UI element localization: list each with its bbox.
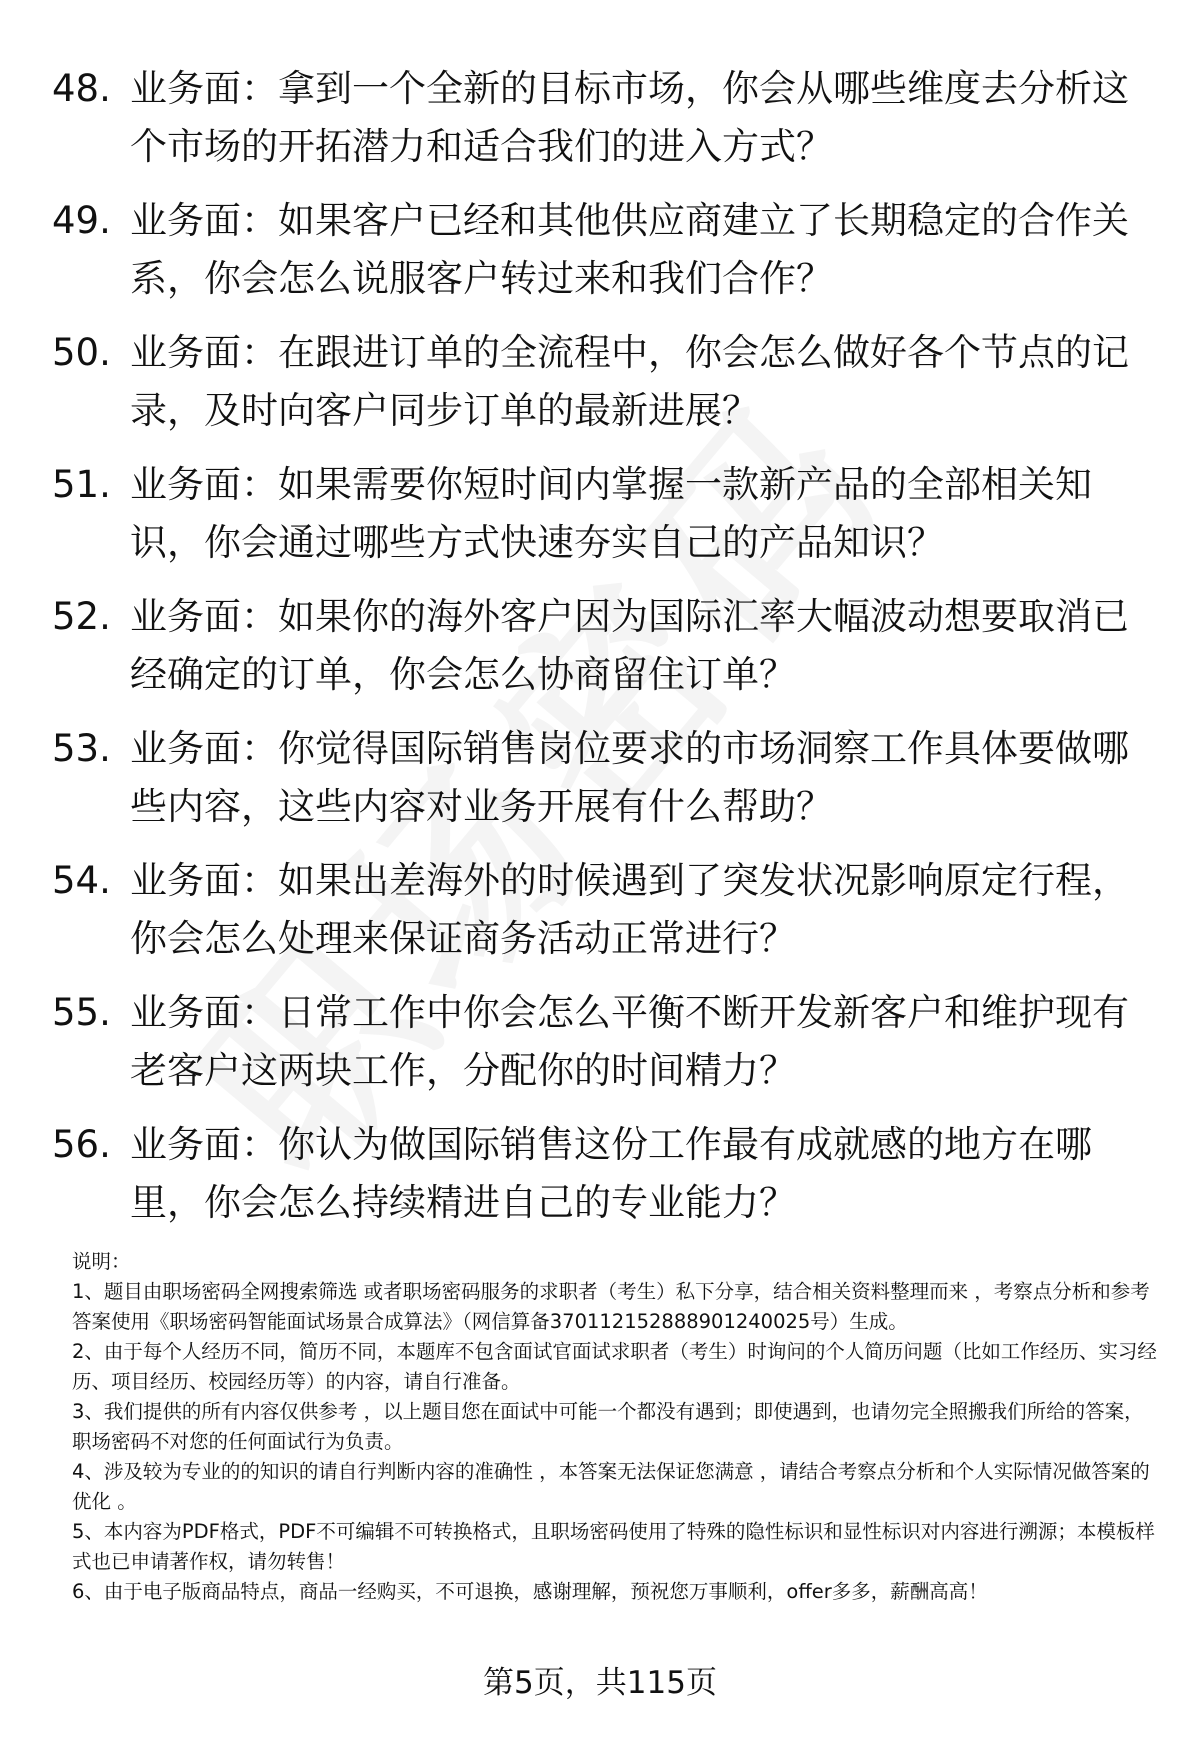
question-text: 业务面：日常工作中你会怎么平衡不断开发新客户和维护现有老客户这两块工作，分配你的时间精力？ — [130, 991, 1129, 1092]
note-item: 2、由于每个人经历不同，简历不同，本题库不包含面试官面试求职者（考生）时询问的个人简历问题（比如工作经历、实习经历、项目经历、校园经历等）的内容，请自行准备。 — [72, 1340, 1157, 1393]
question-item — [52, 60, 1152, 176]
question-text: 业务面：如果出差海外的时候遇到了突发状况影响原定行程，你会怎么处理来保证商务活动正常进行？ — [130, 859, 1129, 960]
question-text: 业务面：如果你的海外客户因为国际汇率大幅波动想要取消已经确定的订单，你会怎么协商留住订单？ — [130, 595, 1129, 696]
question-item — [52, 852, 1152, 968]
question-number: 51. — [52, 463, 111, 506]
question-number: 48. — [52, 67, 111, 110]
note-item: 5、本内容为PDF格式，PDF不可编辑不可转换格式，且职场密码使用了特殊的隐性标识和显性标识对内容进行溯源；本模板样式也已申请著作权，请勿转售！ — [72, 1520, 1155, 1573]
question-number: 55. — [52, 991, 111, 1034]
question-number: 52. — [52, 595, 111, 638]
question-item — [52, 720, 1152, 836]
question-text: 业务面：如果需要你短时间内掌握一款新产品的全部相关知识，你会通过哪些方式快速夯实自己的产品知识？ — [130, 463, 1092, 564]
question-item — [52, 984, 1152, 1100]
question-item — [52, 192, 1152, 308]
question-item — [52, 1116, 1152, 1232]
question-number: 56. — [52, 1123, 111, 1166]
question-text: 业务面：在跟进订单的全流程中，你会怎么做好各个节点的记录，及时向客户同步订单的最新进展？ — [130, 331, 1129, 432]
question-number: 54. — [52, 859, 111, 902]
question-text: 业务面：如果客户已经和其他供应商建立了长期稳定的合作关系，你会怎么说服客户转过来和我们合作？ — [130, 199, 1129, 300]
question-number: 53. — [52, 727, 111, 770]
question-number: 50. — [52, 331, 111, 374]
note-item: 6、由于电子版商品特点，商品一经购买，不可退换，感谢理解，预祝您万事顺利，offer多多，薪酬高高！ — [72, 1580, 988, 1603]
question-text: 业务面：拿到一个全新的目标市场，你会从哪些维度去分析这个市场的开拓潜力和适合我们的进入方式？ — [130, 67, 1129, 168]
question-text: 业务面：你觉得国际销售岗位要求的市场洞察工作具体要做哪些内容，这些内容对业务开展有什么帮助？ — [130, 727, 1129, 828]
note-item: 4、涉及较为专业的的知识的请自行判断内容的准确性 ，本答案无法保证您满意 ，请结合考察点分析和个人实际情况做答案的优化 。 — [72, 1460, 1150, 1513]
question-number: 49. — [52, 199, 111, 242]
page-number-footer: 第5页，共115页 — [483, 1665, 717, 1701]
question-item — [52, 588, 1152, 704]
note-item: 3、我们提供的所有内容仅供参考 ，以上题目您在面试中可能一个都没有遇到；即使遇到，也请勿完全照搬我们所给的答案，职场密码不对您的任何面试行为负责。 — [72, 1400, 1144, 1453]
question-item — [52, 456, 1152, 572]
notes-heading: 说明： — [72, 1250, 131, 1273]
note-item: 1、题目由职场密码全网搜索筛选 或者职场密码服务的求职者（考生）私下分享，结合相关资料整理而来 ，考察点分析和参考答案使用《职场密码智能面试场景合成算法》（网信算备370112152888901240025号）生成。 — [72, 1280, 1150, 1333]
question-item — [52, 324, 1152, 440]
notes-section — [72, 1247, 1162, 1607]
question-text: 业务面：你认为做国际销售这份工作最有成就感的地方在哪里，你会怎么持续精进自己的专业能力？ — [130, 1123, 1092, 1224]
question-list — [52, 60, 1152, 1248]
